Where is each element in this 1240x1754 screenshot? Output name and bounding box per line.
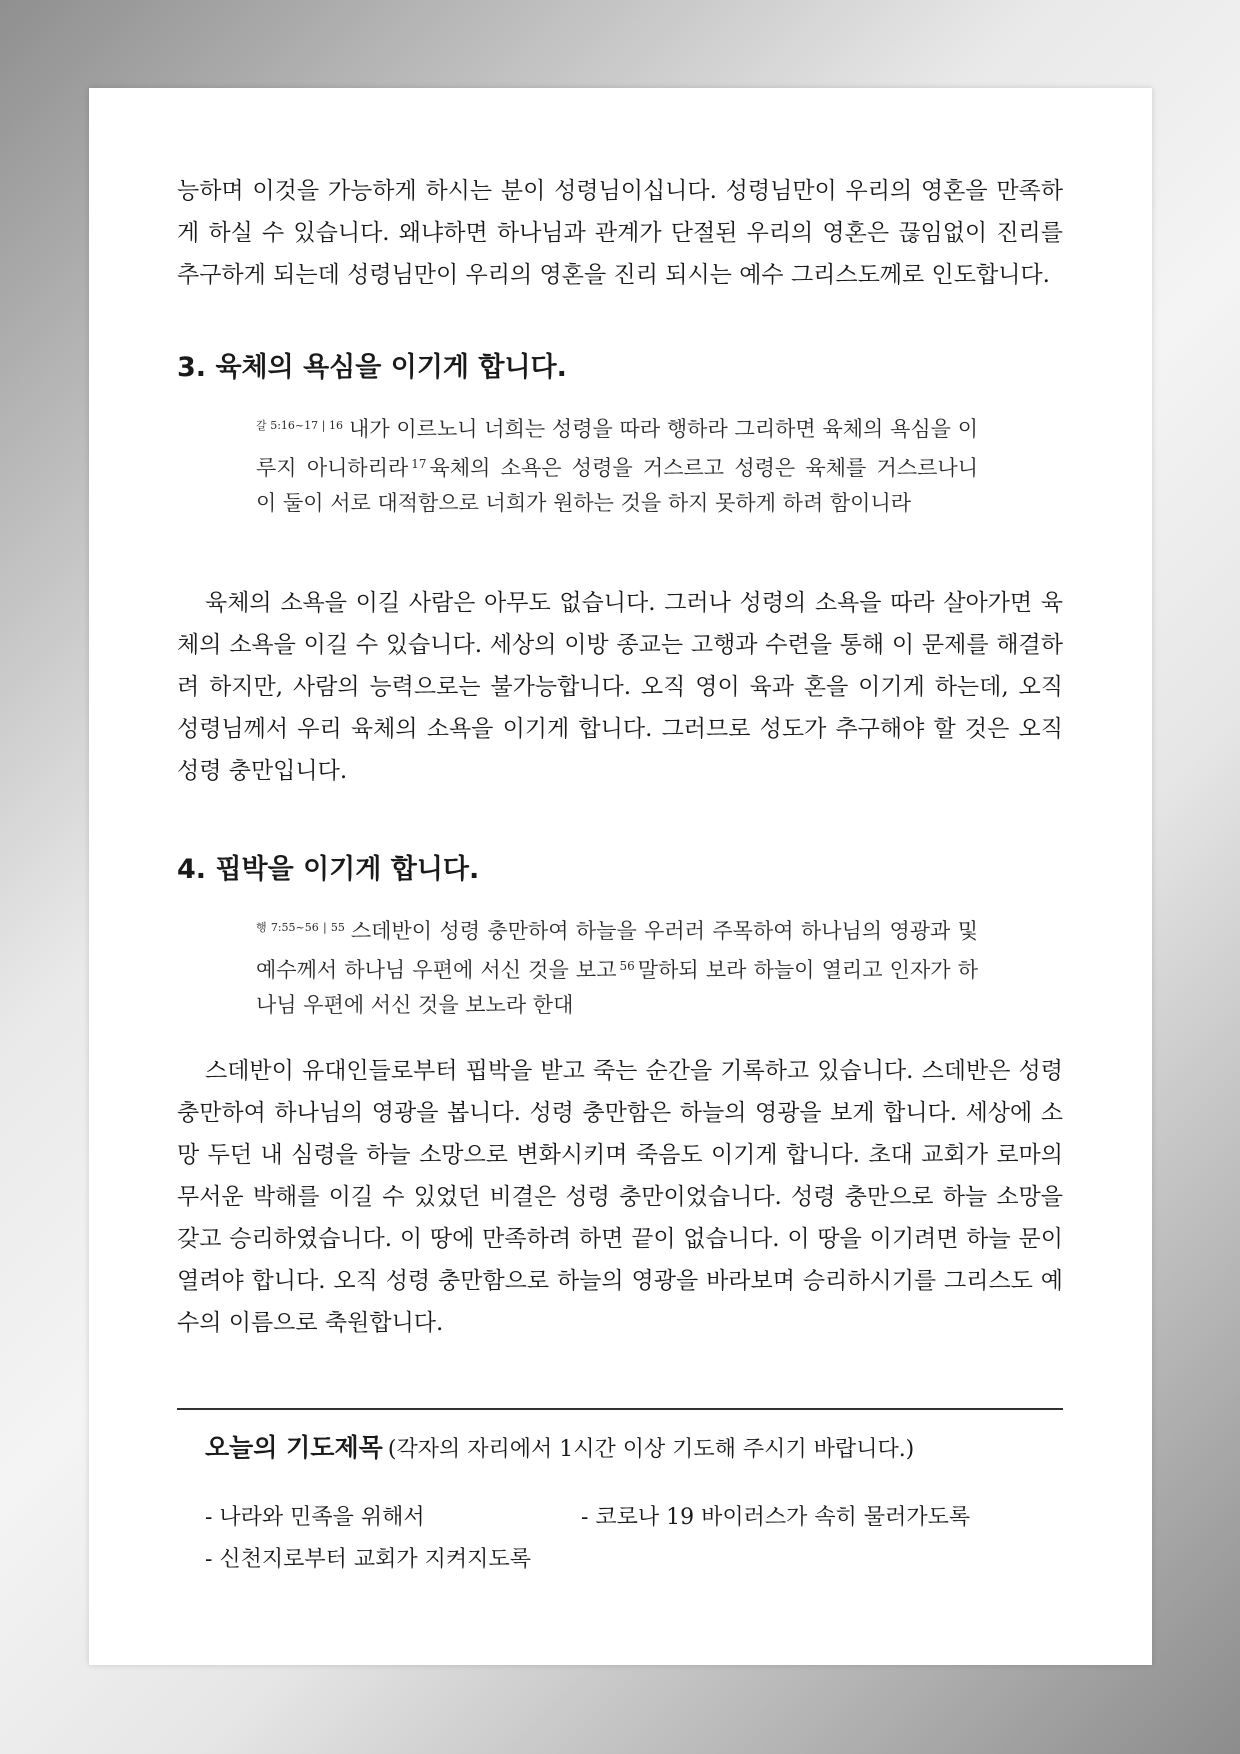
section-3-heading: 3. 육체의 욕심을 이기게 합니다. [177, 352, 567, 383]
intro-paragraph: 능하며 이것을 가능하게 하시는 분이 성령님이십니다. 성령님만이 우리의 영혼을 만족하게 하실 수 있습니다. 왜냐하면 하나님과 관계가 단절된 우리의 영혼은 끊임없이 진리를 추구하게 되는데 성령님만이 우리의 영혼을 진리 되시는 예수 그리스도께로 인도합니다. [177, 178, 1063, 288]
prayer-note: (각자의 자리에서 1시간 이상 기도해 주시기 바랍니다.) [387, 1437, 915, 1462]
verse-text: 스데반이 성령 충만하여 하늘을 우러러 주목하여 하나님의 영광과 및 예수께서 하나님 우편에 서신 것을 보고 [256, 919, 978, 982]
section-4-heading: 4. 핍박을 이기게 합니다. [177, 854, 480, 885]
verse-text: 내가 이르노니 너희는 성령을 따라 행하라 그리하면 육체의 욕심을 이루지 아니하리라 [256, 417, 978, 480]
document-page [89, 88, 1152, 1665]
prayer-title: 오늘의 기도제목 [205, 1433, 383, 1462]
section-3-verse [256, 408, 978, 521]
verse-text: 말하되 보라 하늘이 열리고 인자가 하나님 우편에 서신 것을 보노라 한대 [256, 958, 978, 1017]
prayer-item: - 코로나 19 바이러스가 속히 물러가도록 [581, 1505, 971, 1530]
section-4-verse [256, 910, 978, 1023]
verse-reference: 갈 5:16~17 | 16 [256, 419, 344, 432]
verse-number: 17 [411, 457, 427, 471]
verse-number: 56 [619, 959, 635, 973]
section-divider [177, 1408, 1063, 1410]
section-4-paragraph: 스데반이 유대인들로부터 핍박을 받고 죽는 순간을 기록하고 있습니다. 스데반은 성령 충만하여 하나님의 영광을 봅니다. 성령 충만함은 하늘의 영광을 보게 합니다. 세상에 소망 두던 내 심령을 하늘 소망으로 변화시키며 죽음도 이기게 합니다. 초대 교회가 로마의 무서운 박해를 이길 수 있었던 비결은 성령 충만이었습니다. 성령 충만으로 하늘 소망을 갖고 승리하였습니다. 이 땅에 만족하려 하면 끝이 없습니다. 이 땅을 이기려면 하늘 문이 열려야 합니다. 오직 성령 충만함으로 하늘의 영광을 바라보며 승리하시기를 그리스도 예수의 이름으로 축원합니다. [177, 1058, 1063, 1336]
prayer-item: - 나라와 민족을 위해서 [205, 1505, 425, 1530]
verse-reference: 행 7:55~56 | 55 [256, 921, 345, 934]
verse-text: 육체의 소욕은 성령을 거스르고 성령은 육체를 거스르나니 이 둘이 서로 대적함으로 너희가 원하는 것을 하지 못하게 하려 함이니라 [256, 456, 978, 515]
section-3-paragraph: 육체의 소욕을 이길 사람은 아무도 없습니다. 그러나 성령의 소욕을 따라 살아가면 육체의 소욕을 이길 수 있습니다. 세상의 이방 종교는 고행과 수련을 통해 이 문제를 해결하려 하지만, 사람의 능력으로는 불가능합니다. 오직 영이 육과 혼을 이기게 하는데, 오직 성령님께서 우리 육체의 소욕을 이기게 합니다. 그러므로 성도가 추구해야 할 것은 오직 성령 충만입니다. [177, 590, 1063, 784]
prayer-heading [205, 1428, 914, 1471]
prayer-item: - 신천지로부터 교회가 지켜지도록 [205, 1547, 531, 1572]
